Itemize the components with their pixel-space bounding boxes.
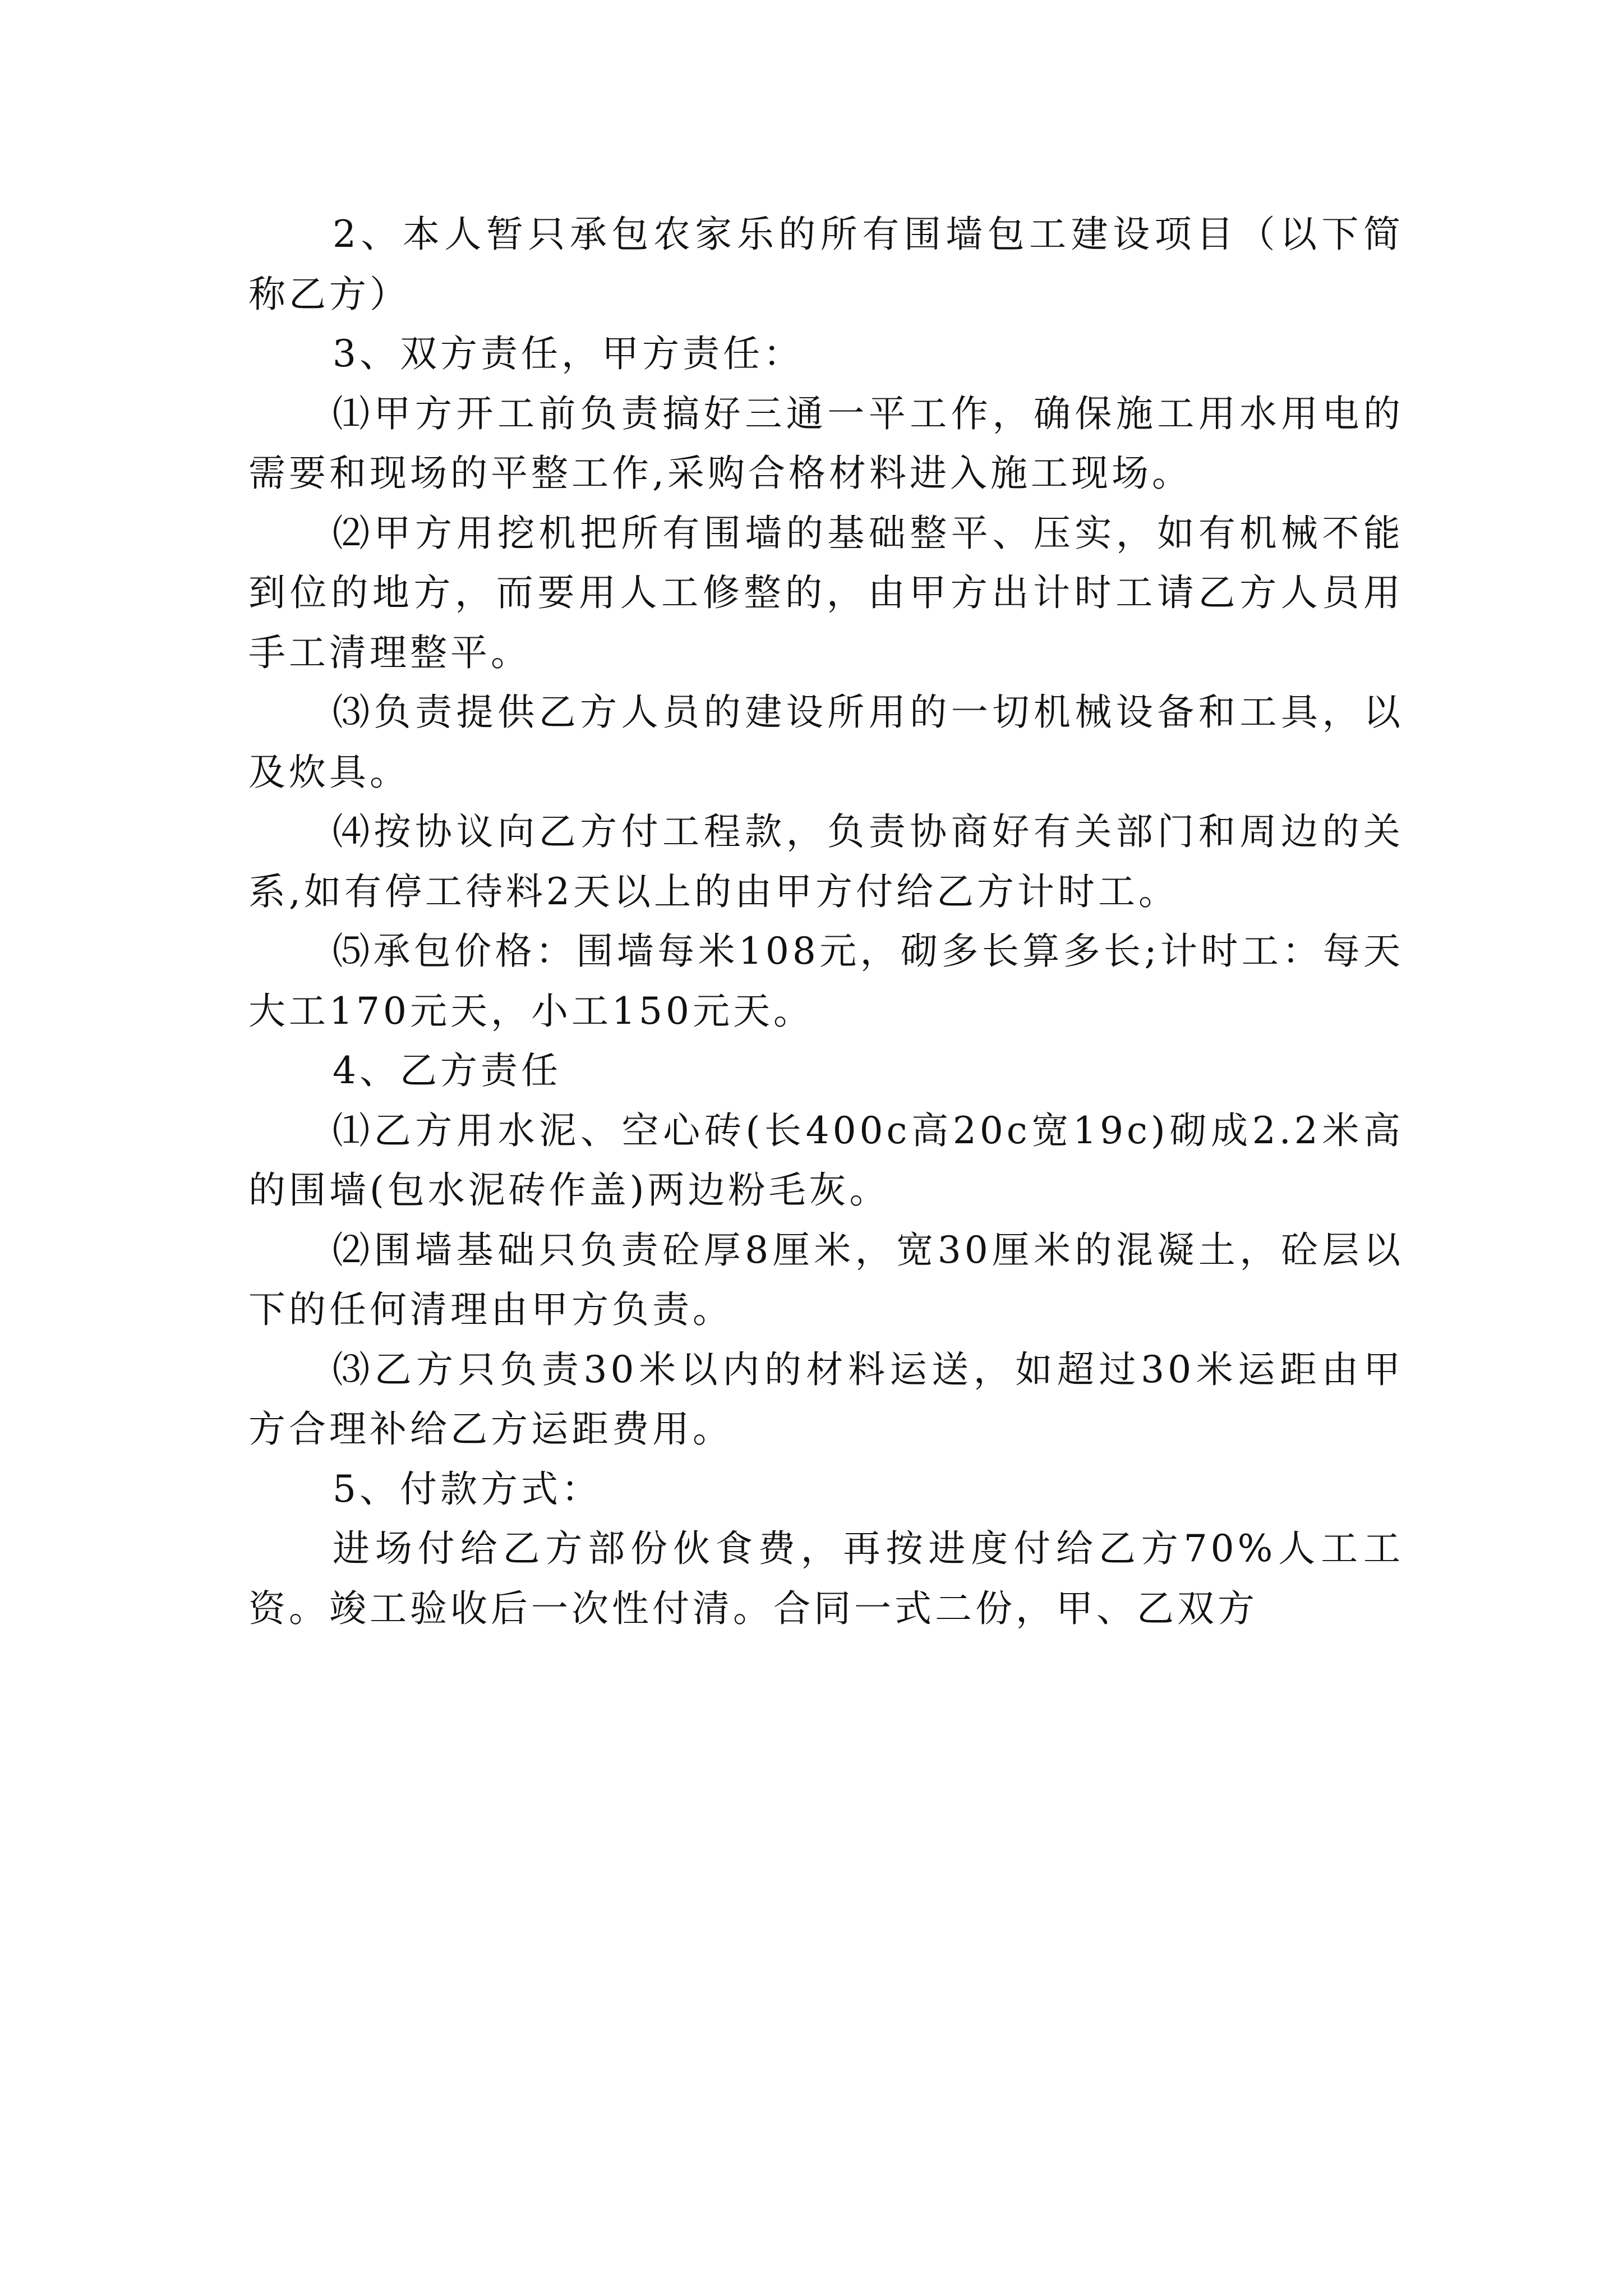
paragraph-payment-details: 进场付给乙方部份伙食费，再按进度付给乙方70%人工工资。竣工验收后一次性付清。合同一式二份，甲、乙双方 [248, 1527, 1404, 1630]
paragraph-party-a-item-1: ⑴甲方开工前负责搞好三通一平工作，确保施工用水用电的需要和现场的平整工作,采购合格材料进入施工现场。 [248, 392, 1404, 495]
paragraph-party-b-item-2: ⑵围墙基础只负责砼厚8厘米，宽30厘米的混凝土，砼层以下的任何清理由甲方负责。 [248, 1228, 1404, 1331]
paragraph-5-payment-heading: 5、付款方式： [333, 1467, 602, 1511]
document-body [248, 205, 1404, 1639]
paragraph-party-a-item-3: ⑶负责提供乙方人员的建设所用的一切机械设备和工具，以及炊具。 [248, 691, 1404, 794]
paragraph-party-b-item-1: ⑴乙方用水泥、空心砖(长400c高20c宽19c)砌成2.2米高的围墙(包水泥砖作盖)两边粉毛灰。 [248, 1108, 1404, 1212]
paragraph-2-scope: 2、本人暂只承包农家乐的所有围墙包工建设项目（以下简称乙方） [248, 213, 1404, 316]
paragraph-3-responsibilities-heading: 3、双方责任，甲方责任： [333, 332, 804, 375]
paragraph-party-a-item-5: ⑸承包价格：围墙每米108元，砌多长算多长;计时工：每天大工170元天，小工150元天。 [248, 930, 1404, 1033]
paragraph-4-party-b-heading: 4、乙方责任 [333, 1049, 561, 1092]
paragraph-party-a-item-4: ⑷按协议向乙方付工程款，负责协商好有关部门和周边的关系,如有停工待料2天以上的由甲方付给乙方计时工。 [248, 810, 1404, 913]
paragraph-party-a-item-2: ⑵甲方用挖机把所有围墙的基础整平、压实，如有机械不能到位的地方，而要用人工修整的，由甲方出计时工请乙方人员用手工清理整平。 [248, 511, 1404, 674]
paragraph-party-b-item-3: ⑶乙方只负责30米以内的材料运送，如超过30米运距由甲方合理补给乙方运距费用。 [248, 1347, 1404, 1451]
